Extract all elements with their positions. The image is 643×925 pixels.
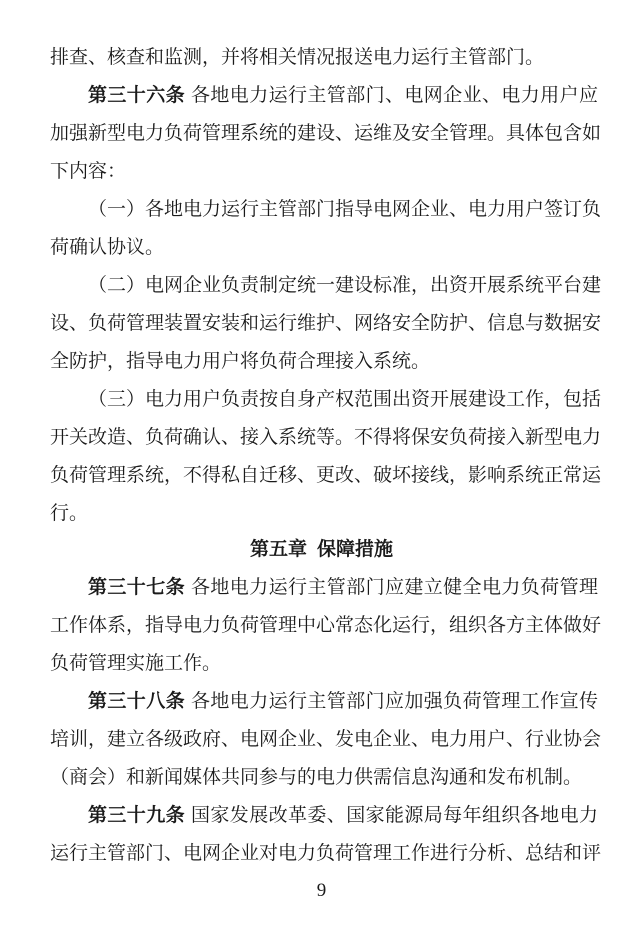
- chapter-heading: [0, 530, 643, 568]
- article-number: 第三十八条: [88, 690, 185, 712]
- text-line: （二）电网企业负责制定统一建设标准，出资开展系统平台建: [88, 274, 602, 296]
- chapter-title: 保障措施: [317, 538, 394, 560]
- text-line: 第三十七条 各地电力运行主管部门应建立健全电力负荷管理: [88, 576, 598, 598]
- text-line: 工作体系，指导电力负荷管理中心常态化运行，组织各方主体做好: [50, 614, 602, 636]
- text-line: 全防护，指导电力用户将负荷合理接入系统。: [50, 350, 431, 372]
- text-line: 第三十六条 各地电力运行主管部门、电网企业、电力用户应: [88, 84, 598, 106]
- text-line: 负荷管理系统，不得私自迁移、更改、破坏接线，影响系统正常运: [50, 464, 602, 486]
- text-line: 开关改造、负荷确认、接入系统等。不得将保安负荷接入新型电力: [50, 426, 602, 448]
- chapter-number: 第五章: [249, 538, 307, 560]
- text-line: 设、负荷管理装置安装和运行维护、网络安全防护、信息与数据安: [50, 312, 602, 334]
- text-line: （三）电力用户负责按自身产权范围出资开展建设工作，包括: [88, 388, 602, 410]
- text-line: 下内容：: [50, 160, 127, 182]
- text-line: 培训，建立各级政府、电网企业、发电企业、电力用户、行业协会: [50, 728, 602, 750]
- text-line: 第三十八条 各地电力运行主管部门应加强负荷管理工作宣传: [88, 690, 598, 712]
- text-line: （一）各地电力运行主管部门指导电网企业、电力用户签订负: [88, 198, 602, 220]
- article-number: 第三十七条: [88, 576, 185, 598]
- text-line: 荷确认协议。: [50, 236, 165, 258]
- text-line: 行。: [50, 502, 89, 524]
- text-line: 排查、核查和监测，并将相关情况报送电力运行主管部门。: [50, 46, 545, 68]
- text-line: 运行主管部门、电网企业对电力负荷管理工作进行分析、总结和评: [50, 842, 602, 864]
- text-line: 加强新型电力负荷管理系统的建设、运维及安全管理。具体包含如: [50, 122, 602, 144]
- text-line: 第三十九条 国家发展改革委、国家能源局每年组织各地电力: [88, 804, 598, 826]
- text-line: （商会）和新闻媒体共同参与的电力供需信息沟通和发布机制。: [50, 766, 583, 788]
- article-number: 第三十九条: [88, 804, 185, 826]
- page-number: 9: [316, 880, 327, 901]
- text-line: 负荷管理实施工作。: [50, 652, 222, 674]
- article-number: 第三十六条: [88, 84, 185, 106]
